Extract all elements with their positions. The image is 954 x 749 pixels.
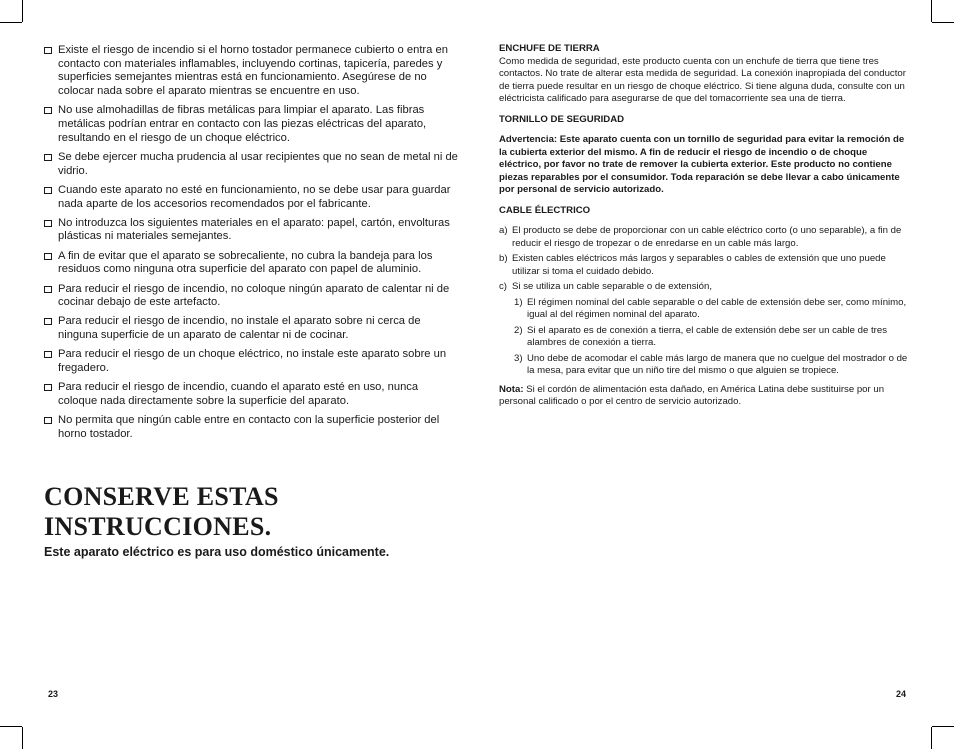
list-item: b) Existen cables eléctricos más largos y separables o cables de extensión que uno puede utilizar si toma el cuidado debido.	[499, 253, 886, 277]
crop-mark	[22, 727, 23, 749]
nota-text: Si el cordón de alimentación esta dañado, en América Latina debe sustituirse por un personal calificado o por el centro de servicio autorizado.	[499, 383, 885, 407]
list-item: Para reducir el riesgo de incendio, cuando el aparato esté en uso, nunca coloque nada directamente sobre la superficie del aparato.	[44, 381, 459, 408]
list-item: 3) Uno debe de acomodar el cable más largo de manera que no cuelgue del mostrador o de la mesa, para evitar que un niño tire del mismo o que alguien se tropiece.	[514, 352, 908, 376]
list-item: a) El producto se debe de proporcionar con un cable eléctrico corto (o uno separable), a fin de reducir el riesgo de tropezar o de enredarse en un cable más largo.	[499, 225, 902, 249]
title-line-1: CONSERVE ESTAS	[44, 482, 279, 511]
crop-mark	[0, 726, 22, 727]
page-number-left: 23	[48, 689, 59, 699]
section-heading-tornillo: TORNILLO DE SEGURIDAD	[499, 113, 625, 125]
checkbox-square-icon	[44, 384, 52, 391]
checkbox-square-icon	[44, 107, 52, 114]
list-item: 2) Si el aparato es de conexión a tierra, el cable de extensión debe ser un cable de tres alambres de conexión a tierra.	[514, 324, 887, 348]
list-item: Cuando este aparato no esté en funcionamiento, no se debe usar para guardar nada aparte de los accesorios recomendados por el fabricante.	[44, 184, 459, 211]
checkbox-square-icon	[44, 187, 52, 194]
title-line-2: INSTRUCCIONES.	[44, 512, 272, 541]
page-number-right: 24	[896, 689, 907, 699]
nota-paragraph	[499, 384, 911, 409]
list-item: Existe el riesgo de incendio si el horno tostador permanece cubierto o entra en contacto con materiales inflamables, incluyendo cortinas, tapicería, paredes y superficies semejantes mientras está en funcionamiento. Asegúrese de no colocar nada sobre el aparato mientras se encuentre en uso.	[44, 44, 459, 99]
list-item: No introduzca los siguientes materiales en el aparato: papel, cartón, envolturas plásticas ni materiales semejantes.	[44, 217, 459, 244]
page-subtitle: Este aparato eléctrico es para uso doméstico únicamente.	[44, 545, 390, 559]
page-title	[44, 482, 464, 542]
checkbox-square-icon	[44, 47, 52, 54]
checkbox-square-icon	[44, 417, 52, 424]
crop-mark	[931, 727, 932, 749]
list-item: A fin de evitar que el aparato se sobrecaliente, no cubra la bandeja para los residuos como ninguna otra superficie del aparato con papel de aluminio.	[44, 250, 459, 277]
list-item: Para reducir el riesgo de un choque eléctrico, no instale este aparato sobre un fregadero.	[44, 348, 459, 375]
nota-label: Nota:	[499, 383, 524, 395]
enchufe-paragraph: Como medida de seguridad, este producto cuenta con un enchufe de tierra que tiene tres contactos. No trate de alterar esta medida de seguridad. La conexión inapropiada del conductor de tierra puede resultar en un riesgo de choque eléctrico. Si tiene alguna duda, consulte con un eléctricista calificado para asegurarse de que del tomacorriente sea una de tierra.	[499, 55, 906, 104]
crop-mark	[0, 22, 22, 23]
list-item: No use almohadillas de fibras metálicas para limpiar el aparato. Las fibras metálicas podrían entrar en contacto con las piezas eléctricas del aparato, resultando en el riesgo de un choque eléctrico.	[44, 104, 459, 145]
list-item: No permita que ningún cable entre en contacto con la superficie posterior del horno tostador.	[44, 414, 459, 441]
checkbox-square-icon	[44, 318, 52, 325]
list-item: c) Si se utiliza un cable separable o de extensión,	[499, 281, 712, 292]
checkbox-square-icon	[44, 253, 52, 260]
right-column	[499, 43, 911, 417]
crop-mark	[22, 0, 23, 22]
checkbox-square-icon	[44, 154, 52, 161]
crop-mark	[932, 22, 954, 23]
crop-mark	[931, 0, 932, 22]
list-item: Se debe ejercer mucha prudencia al usar recipientes que no sean de metal ni de vidrio.	[44, 151, 459, 178]
list-item: Para reducir el riesgo de incendio, no instale el aparato sobre ni cerca de ninguna superficie de un aparato de calentar ni de cocinar.	[44, 315, 459, 342]
tornillo-warning-paragraph: Advertencia: Este aparato cuenta con un tornillo de seguridad para evitar la remoción de la cubierta exterior del mismo. A fin de reducir el riesgo de incendio o de choque eléctrico, por favor no trate de remover la cubierta exterior. Este producto no contiene piezas reparables por el consumidor. Toda reparación se debe llevar a cabo únicamente por personal de servicio autorizado.	[499, 134, 905, 195]
checkbox-square-icon	[44, 286, 52, 293]
safety-bullet-list	[44, 44, 459, 447]
crop-mark	[932, 726, 954, 727]
section-heading-enchufe: ENCHUFE DE TIERRA	[499, 43, 600, 54]
list-item: Para reducir el riesgo de incendio, no coloque ningún aparato de calentar ni de cocinar debajo de este artefacto.	[44, 283, 459, 310]
list-item: 1) El régimen nominal del cable separable o del cable de extensión debe ser, como mínimo, igual al del régimen nominal del aparato.	[514, 296, 907, 320]
checkbox-square-icon	[44, 351, 52, 358]
section-heading-cable: CABLE ÉLECTRICO	[499, 204, 591, 216]
checkbox-square-icon	[44, 220, 52, 227]
